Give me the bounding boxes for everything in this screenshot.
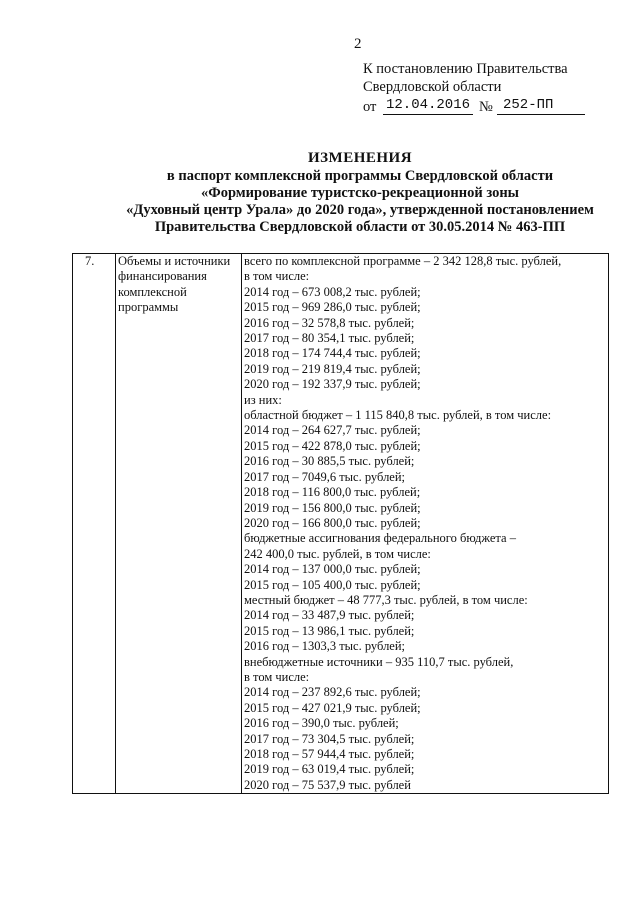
value-line: 242 400,0 тыс. рублей, в том числе: xyxy=(244,546,431,561)
title-heading: ИЗМЕНЕНИЯ xyxy=(307,150,413,166)
value-line: 2014 год – 137 000,0 тыс. рублей; xyxy=(244,562,421,577)
value-line: 2018 год – 174 744,4 тыс. рублей; xyxy=(244,346,421,361)
value-line: 2015 год – 422 878,0 тыс. рублей; xyxy=(244,438,421,453)
value-line: 2014 год – 33 487,9 тыс. рублей; xyxy=(244,608,415,623)
value-line: 2017 год – 73 304,5 тыс. рублей; xyxy=(244,731,415,746)
value-line: 2016 год – 32 578,8 тыс. рублей; xyxy=(244,315,415,330)
row-value-cell xyxy=(242,254,609,794)
value-line: в том числе: xyxy=(244,269,310,284)
value-line: 2017 год – 7049,6 тыс. рублей; xyxy=(244,469,406,484)
value-line: 2014 год – 264 627,7 тыс. рублей; xyxy=(244,423,421,438)
value-line: 2016 год – 30 885,5 тыс. рублей; xyxy=(244,454,415,469)
row-name-cell xyxy=(116,254,242,794)
value-line: 2019 год – 63 019,4 тыс. рублей; xyxy=(244,762,415,777)
value-line: 2018 год – 57 944,4 тыс. рублей; xyxy=(244,747,415,761)
value-line: 2020 год – 192 337,9 тыс. рублей; xyxy=(244,377,421,392)
row-name-line: финансирования xyxy=(118,269,207,284)
value-line: всего по комплексной программе – 2 342 128,8 тыс. рублей, xyxy=(244,254,562,268)
title-line-3: «Духовный центр Урала» до 2020 года», утвержденной постановлением xyxy=(126,202,594,218)
value-line: 2015 год – 969 286,0 тыс. рублей; xyxy=(244,300,421,315)
appendix-date-line xyxy=(363,96,568,116)
appendix-line-2: Свердловской области xyxy=(363,79,502,95)
row-name-line: программы xyxy=(118,300,179,315)
value-line: 2017 год – 80 354,1 тыс. рублей; xyxy=(244,331,415,346)
resolution-date: 12.04.2016 xyxy=(383,96,473,115)
value-line: 2019 год – 156 800,0 тыс. рублей; xyxy=(244,500,421,515)
value-line: 2015 год – 105 400,0 тыс. рублей; xyxy=(244,577,421,592)
table-row xyxy=(73,254,609,794)
value-line: 2015 год – 13 986,1 тыс. рублей; xyxy=(244,623,415,638)
value-line: 2014 год – 237 892,6 тыс. рублей; xyxy=(244,685,421,700)
value-line: 2016 год – 390,0 тыс. рублей; xyxy=(244,716,399,731)
value-line: бюджетные ассигнования федерального бюджета – xyxy=(244,531,516,546)
row-name-line: Объемы и источники xyxy=(118,254,231,268)
value-line: из них: xyxy=(244,392,282,407)
value-line: внебюджетные источники – 935 110,7 тыс. рублей, xyxy=(244,654,514,669)
document-title xyxy=(60,150,640,236)
value-line: 2020 год – 75 537,9 тыс. рублей xyxy=(244,777,411,792)
page-number: 2 xyxy=(354,36,362,52)
appendix-block xyxy=(363,60,568,116)
appendix-line-1: К постановлению Правительства xyxy=(363,61,568,77)
title-line-2: «Формирование туристско-рекреационной зоны xyxy=(200,185,520,201)
number-sign: № xyxy=(479,99,493,115)
value-line: в том числе: xyxy=(244,669,310,684)
value-line: 2015 год – 427 021,9 тыс. рублей; xyxy=(244,700,421,715)
value-line: 2020 год – 166 800,0 тыс. рублей; xyxy=(244,515,421,530)
resolution-number: 252-ПП xyxy=(497,96,585,115)
value-line: областной бюджет – 1 115 840,8 тыс. рублей, в том числе: xyxy=(244,408,552,423)
passport-table xyxy=(72,253,609,794)
ot-label: от xyxy=(363,99,377,115)
value-line: местный бюджет – 48 777,3 тыс. рублей, в том числе: xyxy=(244,592,528,607)
title-line-4: Правительства Свердловской области от 30.05.2014 № 463-ПП xyxy=(154,219,566,235)
value-line: 2014 год – 673 008,2 тыс. рублей; xyxy=(244,284,421,299)
value-line: 2018 год – 116 800,0 тыс. рублей; xyxy=(244,485,421,500)
row-number: 7. xyxy=(73,254,116,794)
value-line: 2019 год – 219 819,4 тыс. рублей; xyxy=(244,361,421,376)
row-name-line: комплексной xyxy=(118,284,187,299)
title-line-1: в паспорт комплексной программы Свердловской области xyxy=(166,168,554,184)
value-line: 2016 год – 1303,3 тыс. рублей; xyxy=(244,639,406,654)
